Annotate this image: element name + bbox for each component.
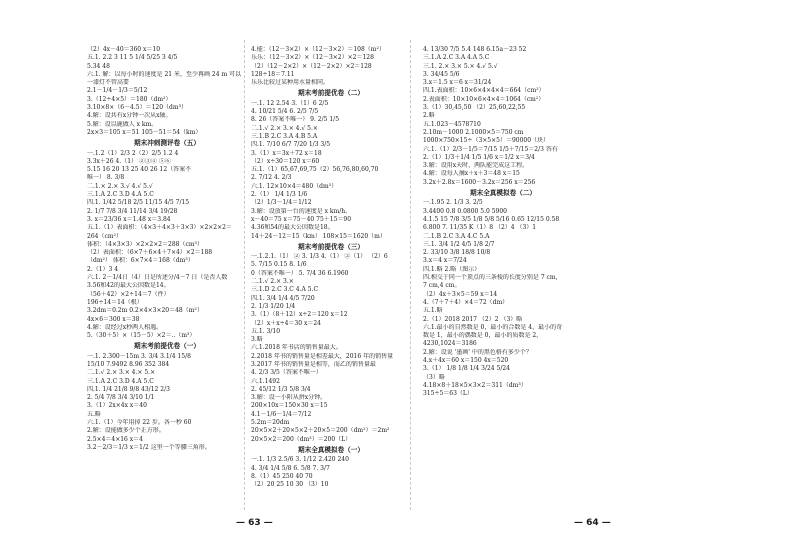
answer-line: 2.10m－1000 2.1000×5＝750 cm [423, 128, 524, 136]
answer-column-3 [423, 46, 583, 398]
section-heading: 期末全真模拟卷（二） [470, 189, 536, 198]
section-heading: 期末考前提优卷（二） [298, 89, 364, 98]
answer-line: 5.（30＋5）×（15－5）×2＝..（m³） [87, 332, 196, 340]
answer-column-2 [251, 46, 411, 489]
column-divider [244, 40, 245, 510]
answer-line: 20×5×2＋20×5×2＋20×5＝200（dm²）＝2m² [251, 427, 390, 435]
answer-line: 二.1.× 2.× 3.√ 4.√ 5.√ [87, 182, 153, 190]
answer-line: 5.34 48 [87, 62, 110, 70]
answer-line: 4.1.5 15 7/8 3/5 1/8 5/8 5/16 0.65 12/15 0.58 [423, 215, 560, 223]
answer-line: （2）（12－2×2）×（12－2×2）×2＝128 [251, 62, 372, 70]
answer-line: 3.2017 年书的销售量是相等，而乙的销售量最 [251, 360, 376, 368]
answer-line: 3.x＝4 x＝7/24 [423, 257, 467, 265]
answer-line: 四.1. 1/4 21/8 9/8 43/12 2/3 [87, 385, 170, 393]
answer-line: 200×10x＝150×30 x＝15 [251, 402, 328, 410]
answer-line: 4.36和54的最大公因数是18。 [251, 224, 334, 232]
answer-line: 六.1.最小的自然数是 0，最小的合数是 4，最小的奇 [423, 323, 563, 331]
answer-line: 2.2018 年书的销售量是相差最大，2016 年的销售量 [251, 352, 394, 360]
answer-line: 2.略 [423, 112, 435, 120]
answer-line: 2. 33/10 3/8 18/8 10/8 [423, 249, 491, 257]
page-number-right: — 64 — [574, 518, 611, 528]
answer-line: 三.1. 3/4 1/2 4/5 1/8 2/7 [423, 240, 495, 248]
section-heading: 期末全真模拟卷（一） [298, 445, 364, 454]
answer-line: （2）4x＋3×5＝59 x＝14 [423, 290, 498, 298]
answer-line: 3.解：设用x天时，两队能完成这工程。 [423, 162, 529, 170]
answer-line: 二.1.B 2.C 3.A 4.C 5.A [423, 232, 490, 240]
answer-line: 3.（1） 1/8 1/8 1/4 3/24 5/24 [423, 365, 510, 373]
answer-line: 4. 10/21 5/4 6. 2/5 7/5 [251, 108, 319, 116]
answer-line: 体积：（4×3×3）×2×2×2＝288（cm³） [87, 240, 203, 248]
answer-line: 6.800 7. 11/35 K（1）8 （2）4 （3）1 [423, 224, 537, 232]
answer-line: 5.15 16 20 13 25 40 26 12（答案不 [87, 166, 192, 174]
answer-line: 5. 7/15 0.15 8. 1/6 [251, 261, 307, 269]
answer-line: 3.（1）30,45,50 （2）25,60,22,55 [423, 104, 526, 112]
answer-line: 唯一） 8. 3/8 [87, 174, 125, 182]
answer-line: 四.1.略 2.略（图示） [423, 265, 481, 273]
answer-line: 4.（7＋7＋4）×4＝72（dm） [423, 298, 509, 306]
answer-line: 五.1.（1）65,67,69,75（2）56,76,80,60,70 [251, 166, 379, 174]
answer-line: 二.1.√ 2.× 3.× [251, 278, 294, 286]
answer-line: 五.略 [87, 410, 101, 418]
answer-line: （dm²） 体积：6×7×4＝168（dm³） [87, 257, 194, 265]
answer-line: 2. 1/7 7/8 3/4 11/14 3/4 19/28 [87, 207, 178, 215]
answer-line: 2.1－1/4－1/3＝5/12 [87, 87, 148, 95]
answer-line: 三.1.B 2.C 3.A 4.B 5.A [251, 132, 318, 140]
answer-line: 六.1. 2－1/4日（4）日是所述分/4－7 日（是否人数 [87, 274, 228, 282]
answer-line: 一.1. 2.300－15m 3. 3/4 3.1/4 15/8 [87, 352, 191, 360]
answer-line: 3.x＝1.5 x＝6 x＝31/24 [423, 79, 492, 87]
page-number-left: — 63 — [236, 518, 273, 528]
answer-line: 六.1.（1）今年用掉 22 步。各一秒 60 [87, 419, 192, 427]
answer-line: 2.（1）1/3＋1/4 1/5 1/6 x＝1/2 x＝3/4 [423, 153, 535, 161]
answer-line: 4. 2/3 3/5（答案不唯一） [251, 369, 322, 377]
answer-line: （2）20 25 10 30 （3）10 [251, 481, 329, 489]
answer-line: 3.解：设放第一台的速度是 x km/h。 [251, 207, 352, 215]
answer-line: 3.2dm＝0.2m 0.2×4×3×20＝48（m²） [87, 307, 203, 315]
answer-line: 三.1.D 2.C 3.C 4.A 5.C [251, 286, 319, 294]
answer-line: 六.1.2018 年书店的销售量最大。 [251, 344, 342, 352]
answer-line: （2）1/3－1/4＝1/12 [251, 199, 312, 207]
answer-line: 五.1.023－4578710 [423, 120, 481, 128]
page-divider [410, 40, 411, 510]
answer-line: 乐乐比较过某种用水量相同。 [251, 79, 330, 87]
answer-line: （2）表面积：（6×7＋6×4＋7×4）×2＝188 [87, 249, 213, 257]
answer-line: 四.相交于同一个顶点的三条棱的长度分别是 7 cm, [423, 274, 558, 282]
answer-line: 2. 1/3 1/20 1/4 [251, 302, 296, 310]
answer-line: 264（cm²） [87, 232, 122, 240]
answer-line: 4230,1024＝3186 [423, 340, 477, 348]
answer-line: 3.（12÷4×5）＝180（dm²） [87, 95, 172, 103]
answer-line: 20×5×2＝200（dm³）＝200（L） [251, 435, 352, 443]
answer-line: 315÷5＝63（L） [423, 390, 473, 398]
answer-line: 2. 7/12 4. 2/3 [251, 174, 292, 182]
answer-line: 0（答案不唯一） 5. 7/4 36 6.1960 [251, 269, 349, 277]
section-heading: 期末考前提优卷（一） [134, 342, 200, 351]
answer-line: 8.（1）45 250 40 70 [251, 472, 313, 480]
answer-line: 二.1.√ 2.× 3.× 4.√ 5.× [251, 124, 318, 132]
answer-line: 3.（1）x＝3x＋72 x＝18 [251, 149, 322, 157]
answer-line: 三.1.A 2.C 3.D 4.A 5.C [87, 377, 154, 385]
answer-line: 2.5×4＝4×16 x＝4 [87, 435, 143, 443]
answer-line: 3.10×8×（6－4.5）＝120（dm³） [87, 104, 187, 112]
answer-line: 3.56和42的最大公因数是14。 [87, 282, 170, 290]
answer-line: 5.解：设以鹿做人 x km。 [87, 120, 158, 128]
answer-line: 4. 13/30 7/5 5.4 148 6.15a－23 52 [423, 46, 527, 53]
answer-line: 一漆灯不管高要 [87, 79, 130, 87]
answer-line: 4.解：设经过x秒两人相遇。 [87, 323, 163, 331]
answer-line: 3.3x＋26 4.（1） ②③④ ⑤⑥ [87, 157, 171, 165]
answer-line: 4x×6＝300 x＝38 [87, 315, 140, 323]
answer-line: 三.1.A 2.C 3.A 4.A 5.C [423, 54, 490, 62]
answer-line: （2）x＋x÷4＝30 x＝24 [251, 319, 321, 327]
answer-line: 4.解：设共有x分钟一次从x轴。 [87, 112, 172, 120]
answer-line: 3.（1）（8＋12）x÷2＝120 x＝12 [251, 311, 348, 319]
answer-line: 四.1.表面积：10×6×4×4×4＝664（cm²） [423, 87, 545, 95]
answer-line: 3. 34/45 5/6 [423, 70, 460, 78]
answer-line: 4.解：设每人摘x＋x＋3＝48 x＝15 [423, 170, 520, 178]
answer-line: 3.略 [251, 336, 263, 344]
answer-line: 2.（1）2018 2017 （2）2 （3）略 [423, 315, 523, 323]
answer-line: 四.1. 7/10 6/7 7/20 1/3 3/5 [251, 141, 331, 149]
answer-line: 2.表面积：10×10×6×4×4＝1064（cm²） [423, 95, 545, 103]
answer-line: 六.1. 12×10×4＝480（dm³） [251, 182, 338, 190]
answer-line: 2.解：设说 '墨画' 中的黑色格有多少个？ [423, 348, 532, 356]
answer-line: 2x×3＝105 x＝51 105－51＝54（km） [87, 128, 202, 136]
answer-line: 15/10 7.9492 8.96 352 384 [87, 360, 170, 368]
answer-line: 128÷18＝7.11 [251, 70, 295, 78]
answer-line: 5.2m＝20dm [251, 419, 290, 427]
answer-line: 2.（1）3 4 [87, 265, 119, 273]
answer-line: 四.1. 1/42 5/18 2/5 11/15 4/5 7/15 [87, 199, 190, 207]
section-heading: 期末冲刺测评卷（五） [134, 139, 200, 148]
answer-line: 六.1. 解：以每小时的速度是 21 米，至少再画 24 m 可以 [87, 70, 242, 78]
answer-line: 一.1.2.1.（1） ② 3. 1/3 4.（1） ②（1） （2）6 [251, 253, 388, 261]
answer-line: 三.1. 2.× 3.× 5.× 4.√ 5.√ [423, 62, 498, 70]
answer-line: 7 cm,4 cm。 [423, 282, 461, 290]
answer-line: 五.1. 3/10 [251, 327, 281, 335]
answer-line: 五.1.（1）表面积：（4×3＋4×3＋3×3）×2×2×2＝ [87, 224, 232, 232]
answer-line: 六.1.（1）2/3－1/5＝7/15 1/5＋7/15＝2/3 答有 [423, 145, 558, 153]
answer-line: 196÷14＝14（根） [87, 298, 143, 306]
answer-line: 三.1.A 2.C 3.D 4.A 5.C [87, 191, 154, 199]
answer-line: 二.1.√ 2.× 3.× 4.× 5.× [87, 369, 156, 377]
answer-line: 一.1. 1/3 2.5/6 3. 1/12 2.420 240 [251, 456, 349, 464]
answer-line: 一.1. 12 2.54 3.（1）6 2/5 [251, 99, 329, 107]
answer-line: 2.解：设能做多少个正方形。 [87, 427, 165, 435]
answer-line: 1000×750×15÷（3×5×5）＝90000（块） [423, 137, 550, 145]
answer-line: 六.1.1492 [251, 377, 280, 385]
answer-line: 一.1.2（1）2/3 2（2）2/5 1.2 4 [87, 149, 179, 157]
answer-line: 五.1.略 [423, 307, 443, 315]
answer-line: 3.2x＋2.8x＝1600－3.2x＝256 x＝256 [423, 178, 536, 186]
answer-line: 3.解：设一小阳从拼x分钟。 [251, 394, 327, 402]
answer-line: 2.（1） 1/4 1/3 1/6 [251, 191, 308, 199]
answer-line: 4. 3/4 1/4 5/8 6. 5/8 7. 3/7 [251, 464, 330, 472]
answer-line: 3.2－2/3＝1/3 x＝1/2 这里一个等腰三角形。 [87, 443, 211, 451]
answer-line: （56＋42）×2÷14＝7（件） [87, 290, 170, 298]
answer-line: x－40＝75 x＝75－40 75＋15＝90 [251, 215, 352, 223]
answer-line: 14＋24－12＝15（km） 108×15＝1620（m） [251, 232, 386, 240]
answer-line: 五.1. 2.2 3 11 5 1/4 5/25 3 4/5 [87, 54, 178, 62]
answer-line: （2）x÷30＝120 x＝60 [251, 157, 320, 165]
answer-line: 数是 1，最小的偶数是 0，最小的质数是 2， [423, 332, 543, 340]
answer-line: 乐乐：（12－3×2）×（12－3×2）×2＝128 [251, 54, 374, 62]
section-heading: 期末考前提优卷（三） [298, 242, 364, 251]
answer-column-1 [87, 46, 247, 452]
answer-line: 一.1.95 2. 1/3 3. 2/5 [423, 199, 483, 207]
answer-line: 4.x＋4x＝60 x＝150 4x＝520 [423, 356, 509, 364]
answer-line: 3.4400 0.8 0.0800 5.0 5900 [423, 207, 507, 215]
answer-line: 4.18×8＋18×5×3×2＝311（dm³） [423, 381, 527, 389]
answer-line: 4.能：（12－3×2）×（12－3×2）＝108（m²） [251, 46, 385, 53]
answer-line: 8. 26（答案不唯一） 9. 2/5 1/5 [251, 116, 340, 124]
answer-line: 2. 45/12 1/3 5/8 3/4 [251, 385, 311, 393]
answer-line: 2. 5/4 7/8 3/4 3/10 1/1 [87, 394, 155, 402]
answer-line: 3.（1）2x×4x x＝40 [87, 402, 147, 410]
answer-line: 4.1－1/6－1/4＝7/12 [251, 410, 312, 418]
answer-line: 四.1. 3/4 1/4 4/5 7/20 [251, 294, 315, 302]
answer-line: （2）4x－40＝360 x＝10 [87, 46, 161, 53]
answer-line: 3. x＝23/36 x＝1.48 x＝3.84 [87, 215, 171, 223]
answer-line: （3）略 [423, 373, 445, 381]
